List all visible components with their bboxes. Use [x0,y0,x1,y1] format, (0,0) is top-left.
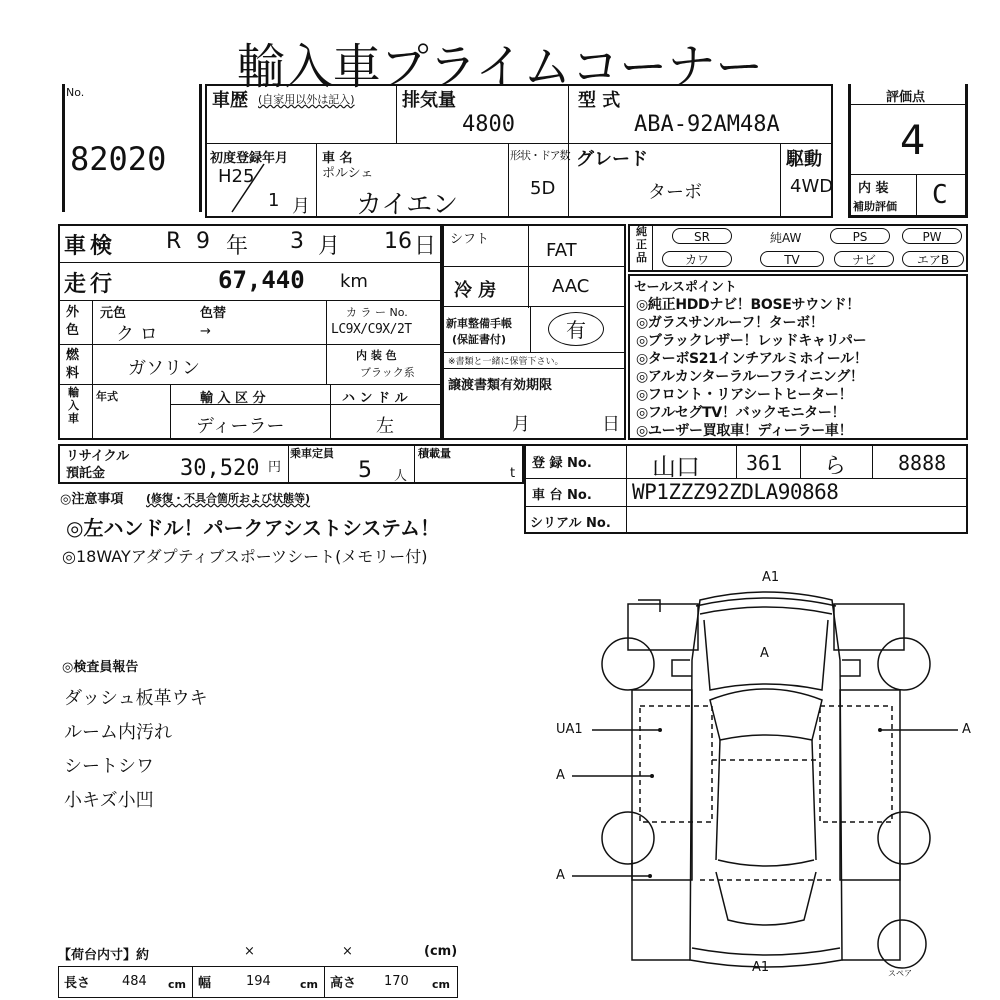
displacement-label: 排気量 [402,90,456,111]
first-reg-month-unit: 月 [292,196,310,217]
color-code-value: LC9X/C9X/2T [331,322,412,337]
interior-score-value: C [932,180,948,210]
sales-point-item: ◎フルセグTV！バックモニター！ [636,405,846,421]
model-code-label: 型 式 [578,90,621,111]
inspection-label: 車検 [64,234,117,259]
score-label: 評価点 [886,90,926,105]
load-unit: t [510,466,516,481]
mileage-unit: km [340,271,368,292]
inspector-item: 小キズ小凹 [64,790,154,811]
import-year-label: 年式 [96,390,118,403]
interior-score-label-1: 内 装 [858,181,889,196]
registration-class: 361 [746,451,783,475]
capacity-label: 乗車定員 [290,447,334,460]
import-label: 輸入車 [68,386,79,425]
inspection-year-unit: 年 [226,234,249,259]
cargo-length-value: 484 [122,974,147,989]
first-reg-month: 1 [268,190,280,211]
shift-value: FAT [546,240,577,261]
diagram-rear-label: A1 [752,960,770,975]
cargo-times-2: × [342,944,353,959]
score-value: 4 [900,118,926,164]
first-reg-slash [228,162,268,214]
interior-color-label: 内 装 色 [356,349,397,362]
cargo-unit-note: (cm) [424,944,458,959]
genuine-aw: 純AW [770,231,802,245]
history-label: 車歴 [212,90,248,111]
diagram-left-1-label: UA1 [556,722,583,737]
handle-label: ハ ン ド ル [342,391,408,406]
inspector-item: ダッシュ板革ウキ [64,688,208,709]
genuine-sr: SR [672,228,732,244]
interior-color-value: ブラック系 [360,366,415,379]
capacity-unit: 人 [394,469,408,484]
doors-label: 形状・ドア数 [510,149,570,162]
handle-value: 左 [376,416,394,437]
inspection-month-unit: 月 [318,234,341,259]
registration-number: 8888 [898,451,947,475]
cargo-length-label: 長さ [64,976,91,991]
service-book-value: 有 [548,312,604,346]
genuine-tv: TV [760,251,824,267]
lot-number: 82020 [70,140,167,178]
sales-point-item: ◎フロント・リアシートヒーター！ [636,387,853,403]
notes-sub: (修復・不具合箇所および状態等) [146,492,311,505]
serial-label: シリアル No. [530,516,611,531]
mileage-value: 67,440 [218,266,305,294]
cargo-width-label: 幅 [198,976,212,991]
orig-color-value: ク ロ [116,324,158,345]
import-type-label: 輸 入 区 分 [200,391,266,406]
sales-point-item: ◎純正HDDナビ！BOSEサウンド！ [636,297,860,313]
drive-value: 4WD [790,176,834,197]
chassis-value: WP1ZZZ92ZDLA90868 [632,480,839,504]
notes-label: ◎注意事項 [60,492,124,507]
inspector-item: シートシワ [64,756,154,777]
cargo-times-1: × [244,944,255,959]
model-code-value: ABA-92AM48A [634,112,780,137]
inspector-label: ◎検査員報告 [62,660,139,675]
car-damage-diagram [550,572,990,980]
shift-label: シフト [450,232,490,247]
mileage-label: 走行 [64,272,117,297]
inspection-year: 9 [196,229,210,254]
recycle-label-1: リサイクル [66,449,130,464]
diagram-hood-label: A [760,646,769,661]
first-reg-label: 初度登録年月 [210,151,289,166]
inspection-day-unit: 日 [414,234,437,259]
notes-line-1: ◎左ハンドル！パークアシストシステム！ [66,516,441,540]
cargo-width-value: 194 [246,974,271,989]
first-reg-year: H25 [218,166,255,187]
grade-value: ターボ [648,182,702,203]
cargo-length-unit: cm [168,978,186,991]
transfer-docs-day-unit: 日 [602,414,620,435]
diagram-spare-label: スペア [888,969,912,978]
transfer-docs-month-unit: 月 [512,414,530,435]
car-maker: ポルシェ [322,166,374,181]
ac-label: 冷 房 [454,280,497,301]
lot-label: No. [66,86,85,99]
registration-area: 山口 [652,453,700,481]
diagram-right-1-label: A [962,722,971,737]
genuine-pw: PW [902,228,962,244]
ac-value: AAC [552,276,590,297]
sales-point-item: ◎ブラックレザー！レッドキャリパー [636,333,867,349]
service-book-label-2: (保証書付) [452,333,507,346]
fuel-label: 燃料 [66,348,80,381]
inspection-day: 16 [384,229,412,254]
notes-line-2: ◎18WAYアダプティブスポーツシート(メモリー付) [62,547,428,566]
cargo-width-unit: cm [300,978,318,991]
capacity-value: 5 [358,458,372,483]
recycle-value: 30,520 [180,456,260,481]
doors-value: 5D [530,178,556,199]
exterior-color-label: 外色 [66,305,80,338]
genuine-label: 純正品 [636,225,647,264]
diagram-left-3-label: A [556,868,565,883]
diagram-front-label: A1 [762,570,780,585]
sales-points-label: セールスポイント [634,280,737,295]
sales-point-item: ◎ターボS21インチアルミホイール！ [636,351,868,367]
inspection-month: 3 [290,229,304,254]
color-code-label: カ ラ ー No. [346,306,408,319]
recycle-label-2: 預託金 [66,466,106,481]
repaint-color-value: → [200,324,211,339]
page-title: 輸入車プライムコーナー [236,39,764,95]
inspection-era: R [166,229,182,254]
diagram-left-2-label: A [556,768,565,783]
sales-point-item: ◎ガラスサンルーフ！ターボ！ [636,315,824,331]
cargo-label: 【荷台内寸】約 [58,948,150,963]
orig-color-label: 元色 [100,306,127,321]
car-name-label: 車 名 [322,151,353,166]
displacement-value: 4800 [462,112,515,137]
chassis-label: 車 台 No. [532,488,592,503]
genuine-ps: PS [830,228,890,244]
import-type-value: ディーラー [196,416,285,437]
cargo-height-label: 高さ [330,976,357,991]
interior-score-label-2: 補助評価 [853,200,897,213]
history-note: (自家用以外は記入) [258,93,355,106]
inspector-item: ルーム内汚れ [64,722,172,743]
service-book-note: ※書類と一緒に保管下さい。 [448,357,564,367]
genuine-airbag: エアB [902,251,964,267]
repaint-color-label: 色替 [200,306,227,321]
sales-point-item: ◎アルカンターラルーフライニング！ [636,369,864,385]
fuel-value: ガソリン [128,358,200,379]
cargo-height-value: 170 [384,974,409,989]
recycle-unit: 円 [268,460,282,475]
genuine-leather: カワ [662,251,732,267]
registration-label: 登 録 No. [532,456,592,471]
sales-point-item: ◎ユーザー買取車！ディーラー車！ [636,423,853,439]
cargo-height-unit: cm [432,978,450,991]
drive-label: 駆動 [786,149,822,170]
transfer-docs-label: 譲渡書類有効期限 [448,378,553,393]
service-book-label-1: 新車整備手帳 [446,317,512,330]
genuine-navi: ナビ [834,251,894,267]
registration-kana: ら [824,454,847,479]
load-label: 積載量 [418,447,451,460]
car-name: カイエン [356,190,459,220]
grade-label: グレード [576,149,648,170]
